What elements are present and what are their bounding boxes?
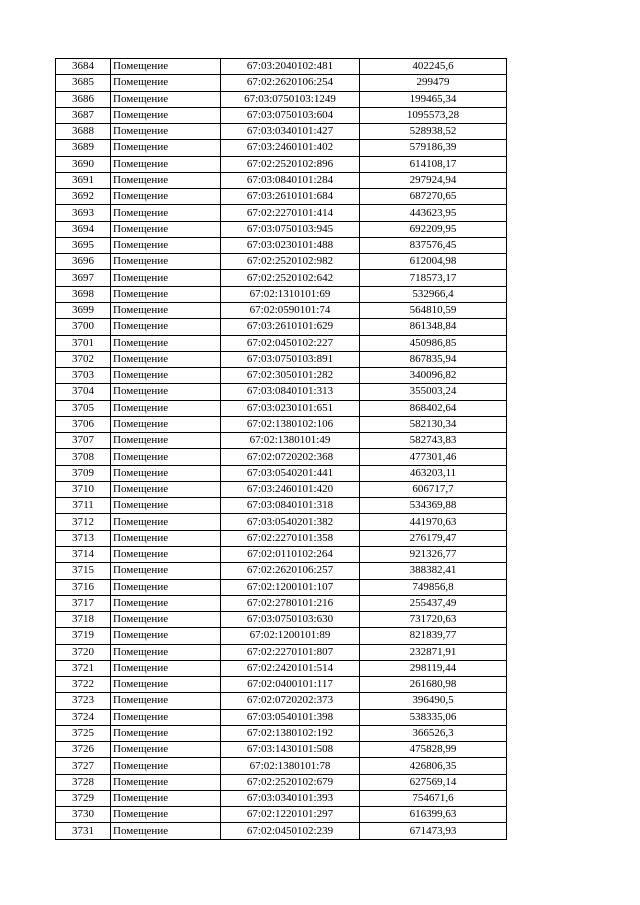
object-type-cell: Помещение bbox=[111, 172, 221, 188]
row-number-cell: 3712 bbox=[56, 514, 111, 530]
object-type-cell: Помещение bbox=[111, 693, 221, 709]
object-type-cell: Помещение bbox=[111, 221, 221, 237]
value-cell: 671473,93 bbox=[360, 823, 507, 839]
object-type-cell: Помещение bbox=[111, 189, 221, 205]
value-cell: 754671,6 bbox=[360, 790, 507, 806]
row-number-cell: 3709 bbox=[56, 465, 111, 481]
table-row bbox=[56, 140, 507, 156]
table-row bbox=[56, 156, 507, 172]
row-number-cell: 3698 bbox=[56, 286, 111, 302]
table-row bbox=[56, 172, 507, 188]
object-type-cell: Помещение bbox=[111, 384, 221, 400]
table-row bbox=[56, 709, 507, 725]
value-cell: 731720,63 bbox=[360, 612, 507, 628]
value-cell: 868402,64 bbox=[360, 400, 507, 416]
value-cell: 616399,63 bbox=[360, 807, 507, 823]
value-cell: 867835,94 bbox=[360, 351, 507, 367]
value-cell: 718573,17 bbox=[360, 270, 507, 286]
value-cell: 297924,94 bbox=[360, 172, 507, 188]
table-row bbox=[56, 449, 507, 465]
row-number-cell: 3716 bbox=[56, 579, 111, 595]
object-type-cell: Помещение bbox=[111, 335, 221, 351]
row-number-cell: 3700 bbox=[56, 319, 111, 335]
cadastral-number-cell: 67:03:0840101:284 bbox=[221, 172, 360, 188]
cadastral-number-cell: 67:03:0840101:313 bbox=[221, 384, 360, 400]
row-number-cell: 3697 bbox=[56, 270, 111, 286]
cadastral-number-cell: 67:03:0840101:318 bbox=[221, 498, 360, 514]
table-row bbox=[56, 514, 507, 530]
value-cell: 475828,99 bbox=[360, 742, 507, 758]
row-number-cell: 3722 bbox=[56, 677, 111, 693]
cadastral-number-cell: 67:02:2780101:216 bbox=[221, 595, 360, 611]
cadastral-number-cell: 67:03:0540101:398 bbox=[221, 709, 360, 725]
object-type-cell: Помещение bbox=[111, 140, 221, 156]
table-row bbox=[56, 628, 507, 644]
table-row bbox=[56, 384, 507, 400]
cadastral-number-cell: 67:02:0590101:74 bbox=[221, 302, 360, 318]
cadastral-number-cell: 67:02:2270101:807 bbox=[221, 644, 360, 660]
object-type-cell: Помещение bbox=[111, 205, 221, 221]
object-type-cell: Помещение bbox=[111, 579, 221, 595]
value-cell: 1095573,28 bbox=[360, 107, 507, 123]
row-number-cell: 3729 bbox=[56, 790, 111, 806]
row-number-cell: 3731 bbox=[56, 823, 111, 839]
value-cell: 355003,24 bbox=[360, 384, 507, 400]
object-type-cell: Помещение bbox=[111, 530, 221, 546]
cadastral-number-cell: 67:03:0750103:945 bbox=[221, 221, 360, 237]
document-page bbox=[55, 58, 506, 840]
cadastral-number-cell: 67:02:0720202:368 bbox=[221, 449, 360, 465]
row-number-cell: 3707 bbox=[56, 433, 111, 449]
table-row bbox=[56, 465, 507, 481]
cadastral-number-cell: 67:03:2040102:481 bbox=[221, 59, 360, 75]
table-row bbox=[56, 823, 507, 839]
value-cell: 564810,59 bbox=[360, 302, 507, 318]
value-cell: 582743,83 bbox=[360, 433, 507, 449]
object-type-cell: Помещение bbox=[111, 514, 221, 530]
row-number-cell: 3728 bbox=[56, 774, 111, 790]
cadastral-number-cell: 67:03:0750103:604 bbox=[221, 107, 360, 123]
row-number-cell: 3723 bbox=[56, 693, 111, 709]
object-type-cell: Помещение bbox=[111, 75, 221, 91]
object-type-cell: Помещение bbox=[111, 449, 221, 465]
table-row bbox=[56, 107, 507, 123]
object-type-cell: Помещение bbox=[111, 416, 221, 432]
object-type-cell: Помещение bbox=[111, 302, 221, 318]
value-cell: 821839,77 bbox=[360, 628, 507, 644]
cadastral-number-cell: 67:02:2270101:358 bbox=[221, 530, 360, 546]
cadastral-number-cell: 67:02:2520102:982 bbox=[221, 254, 360, 270]
table-row bbox=[56, 400, 507, 416]
object-type-cell: Помещение bbox=[111, 481, 221, 497]
object-type-cell: Помещение bbox=[111, 758, 221, 774]
table-row bbox=[56, 660, 507, 676]
row-number-cell: 3715 bbox=[56, 563, 111, 579]
row-number-cell: 3689 bbox=[56, 140, 111, 156]
object-type-cell: Помещение bbox=[111, 237, 221, 253]
row-number-cell: 3703 bbox=[56, 368, 111, 384]
cadastral-number-cell: 67:02:2520102:896 bbox=[221, 156, 360, 172]
table-row bbox=[56, 790, 507, 806]
object-type-cell: Помещение bbox=[111, 546, 221, 562]
table-row bbox=[56, 368, 507, 384]
object-type-cell: Помещение bbox=[111, 595, 221, 611]
row-number-cell: 3687 bbox=[56, 107, 111, 123]
table-row bbox=[56, 563, 507, 579]
row-number-cell: 3701 bbox=[56, 335, 111, 351]
object-type-cell: Помещение bbox=[111, 351, 221, 367]
object-type-cell: Помещение bbox=[111, 823, 221, 839]
object-type-cell: Помещение bbox=[111, 644, 221, 660]
cadastral-number-cell: 67:03:0750103:891 bbox=[221, 351, 360, 367]
row-number-cell: 3718 bbox=[56, 612, 111, 628]
table-row bbox=[56, 742, 507, 758]
table-row bbox=[56, 221, 507, 237]
cadastral-number-cell: 67:03:0750103:1249 bbox=[221, 91, 360, 107]
value-cell: 687270,65 bbox=[360, 189, 507, 205]
table-row bbox=[56, 189, 507, 205]
object-type-cell: Помещение bbox=[111, 790, 221, 806]
row-number-cell: 3685 bbox=[56, 75, 111, 91]
row-number-cell: 3721 bbox=[56, 660, 111, 676]
cadastral-number-cell: 67:02:1220101:297 bbox=[221, 807, 360, 823]
cadastral-number-cell: 67:02:2520102:679 bbox=[221, 774, 360, 790]
table-row bbox=[56, 416, 507, 432]
row-number-cell: 3725 bbox=[56, 725, 111, 741]
object-type-cell: Помещение bbox=[111, 660, 221, 676]
object-type-cell: Помещение bbox=[111, 563, 221, 579]
value-cell: 579186,39 bbox=[360, 140, 507, 156]
object-type-cell: Помещение bbox=[111, 433, 221, 449]
value-cell: 426806,35 bbox=[360, 758, 507, 774]
row-number-cell: 3730 bbox=[56, 807, 111, 823]
value-cell: 366526,3 bbox=[360, 725, 507, 741]
object-type-cell: Помещение bbox=[111, 628, 221, 644]
value-cell: 232871,91 bbox=[360, 644, 507, 660]
value-cell: 612004,98 bbox=[360, 254, 507, 270]
value-cell: 528938,52 bbox=[360, 124, 507, 140]
row-number-cell: 3702 bbox=[56, 351, 111, 367]
table-row bbox=[56, 124, 507, 140]
cadastral-number-cell: 67:02:1200101:107 bbox=[221, 579, 360, 595]
object-type-cell: Помещение bbox=[111, 498, 221, 514]
cadastral-number-cell: 67:02:0450102:239 bbox=[221, 823, 360, 839]
object-type-cell: Помещение bbox=[111, 270, 221, 286]
row-number-cell: 3724 bbox=[56, 709, 111, 725]
object-type-cell: Помещение bbox=[111, 156, 221, 172]
row-number-cell: 3705 bbox=[56, 400, 111, 416]
value-cell: 538335,06 bbox=[360, 709, 507, 725]
cadastral-number-cell: 67:03:2460101:402 bbox=[221, 140, 360, 156]
table-row bbox=[56, 75, 507, 91]
row-number-cell: 3713 bbox=[56, 530, 111, 546]
cadastral-number-cell: 67:02:0110102:264 bbox=[221, 546, 360, 562]
cadastral-number-cell: 67:02:3050101:282 bbox=[221, 368, 360, 384]
cadastral-number-cell: 67:03:0230101:488 bbox=[221, 237, 360, 253]
value-cell: 450986,85 bbox=[360, 335, 507, 351]
table-row bbox=[56, 91, 507, 107]
table-row bbox=[56, 725, 507, 741]
object-type-cell: Помещение bbox=[111, 465, 221, 481]
cadastral-number-cell: 67:03:0750103:630 bbox=[221, 612, 360, 628]
object-type-cell: Помещение bbox=[111, 319, 221, 335]
table-row bbox=[56, 335, 507, 351]
value-cell: 921326,77 bbox=[360, 546, 507, 562]
row-number-cell: 3711 bbox=[56, 498, 111, 514]
table-body bbox=[56, 59, 507, 840]
table-row bbox=[56, 693, 507, 709]
cadastral-number-cell: 67:03:0340101:427 bbox=[221, 124, 360, 140]
table-row bbox=[56, 254, 507, 270]
object-type-cell: Помещение bbox=[111, 677, 221, 693]
object-type-cell: Помещение bbox=[111, 91, 221, 107]
cadastral-number-cell: 67:02:1380102:192 bbox=[221, 725, 360, 741]
row-number-cell: 3706 bbox=[56, 416, 111, 432]
cadastral-number-cell: 67:03:0230101:651 bbox=[221, 400, 360, 416]
cadastral-number-cell: 67:02:2420101:514 bbox=[221, 660, 360, 676]
table-row bbox=[56, 546, 507, 562]
object-type-cell: Помещение bbox=[111, 59, 221, 75]
object-type-cell: Помещение bbox=[111, 254, 221, 270]
cadastral-number-cell: 67:03:1430101:508 bbox=[221, 742, 360, 758]
value-cell: 614108,17 bbox=[360, 156, 507, 172]
value-cell: 532966,4 bbox=[360, 286, 507, 302]
row-number-cell: 3696 bbox=[56, 254, 111, 270]
object-type-cell: Помещение bbox=[111, 368, 221, 384]
row-number-cell: 3726 bbox=[56, 742, 111, 758]
cadastral-number-cell: 67:02:1380101:49 bbox=[221, 433, 360, 449]
cadastral-number-cell: 67:02:2270101:414 bbox=[221, 205, 360, 221]
table-row bbox=[56, 433, 507, 449]
cadastral-number-cell: 67:02:0720202:373 bbox=[221, 693, 360, 709]
object-type-cell: Помещение bbox=[111, 742, 221, 758]
cadastral-number-cell: 67:02:1380102:106 bbox=[221, 416, 360, 432]
object-type-cell: Помещение bbox=[111, 107, 221, 123]
table-row bbox=[56, 351, 507, 367]
row-number-cell: 3727 bbox=[56, 758, 111, 774]
row-number-cell: 3720 bbox=[56, 644, 111, 660]
value-cell: 441970,63 bbox=[360, 514, 507, 530]
value-cell: 627569,14 bbox=[360, 774, 507, 790]
value-cell: 861348,84 bbox=[360, 319, 507, 335]
row-number-cell: 3684 bbox=[56, 59, 111, 75]
table-row bbox=[56, 595, 507, 611]
row-number-cell: 3695 bbox=[56, 237, 111, 253]
table-row bbox=[56, 530, 507, 546]
table-row bbox=[56, 677, 507, 693]
value-cell: 261680,98 bbox=[360, 677, 507, 693]
value-cell: 749856,8 bbox=[360, 579, 507, 595]
table-row bbox=[56, 481, 507, 497]
value-cell: 388382,41 bbox=[360, 563, 507, 579]
value-cell: 402245,6 bbox=[360, 59, 507, 75]
value-cell: 692209,95 bbox=[360, 221, 507, 237]
object-type-cell: Помещение bbox=[111, 286, 221, 302]
cadastral-number-cell: 67:03:2460101:420 bbox=[221, 481, 360, 497]
value-cell: 582130,34 bbox=[360, 416, 507, 432]
row-number-cell: 3694 bbox=[56, 221, 111, 237]
table-row bbox=[56, 579, 507, 595]
object-type-cell: Помещение bbox=[111, 725, 221, 741]
row-number-cell: 3699 bbox=[56, 302, 111, 318]
value-cell: 396490,5 bbox=[360, 693, 507, 709]
row-number-cell: 3717 bbox=[56, 595, 111, 611]
table-row bbox=[56, 286, 507, 302]
table-row bbox=[56, 237, 507, 253]
table-row bbox=[56, 644, 507, 660]
table-row bbox=[56, 612, 507, 628]
row-number-cell: 3704 bbox=[56, 384, 111, 400]
value-cell: 534369,88 bbox=[360, 498, 507, 514]
table-row bbox=[56, 498, 507, 514]
cadastral-number-cell: 67:03:2610101:684 bbox=[221, 189, 360, 205]
table-row bbox=[56, 302, 507, 318]
table-row bbox=[56, 758, 507, 774]
value-cell: 463203,11 bbox=[360, 465, 507, 481]
cadastral-number-cell: 67:02:1310101:69 bbox=[221, 286, 360, 302]
row-number-cell: 3686 bbox=[56, 91, 111, 107]
object-type-cell: Помещение bbox=[111, 807, 221, 823]
table-row bbox=[56, 270, 507, 286]
cadastral-number-cell: 67:02:2520102:642 bbox=[221, 270, 360, 286]
value-cell: 606717,7 bbox=[360, 481, 507, 497]
row-number-cell: 3693 bbox=[56, 205, 111, 221]
object-type-cell: Помещение bbox=[111, 400, 221, 416]
table-row bbox=[56, 774, 507, 790]
value-cell: 276179,47 bbox=[360, 530, 507, 546]
row-number-cell: 3710 bbox=[56, 481, 111, 497]
value-cell: 477301,46 bbox=[360, 449, 507, 465]
value-cell: 340096,82 bbox=[360, 368, 507, 384]
cadastral-number-cell: 67:02:0400101:117 bbox=[221, 677, 360, 693]
cadastral-number-cell: 67:03:0540201:441 bbox=[221, 465, 360, 481]
row-number-cell: 3719 bbox=[56, 628, 111, 644]
row-number-cell: 3688 bbox=[56, 124, 111, 140]
row-number-cell: 3691 bbox=[56, 172, 111, 188]
cadastral-number-cell: 67:02:2620106:257 bbox=[221, 563, 360, 579]
row-number-cell: 3692 bbox=[56, 189, 111, 205]
table-row bbox=[56, 205, 507, 221]
table-row bbox=[56, 59, 507, 75]
value-cell: 837576,45 bbox=[360, 237, 507, 253]
cadastral-number-cell: 67:03:0340101:393 bbox=[221, 790, 360, 806]
property-table bbox=[55, 58, 507, 840]
row-number-cell: 3708 bbox=[56, 449, 111, 465]
object-type-cell: Помещение bbox=[111, 709, 221, 725]
row-number-cell: 3714 bbox=[56, 546, 111, 562]
table-row bbox=[56, 807, 507, 823]
cadastral-number-cell: 67:02:1380101:78 bbox=[221, 758, 360, 774]
cadastral-number-cell: 67:02:2620106:254 bbox=[221, 75, 360, 91]
cadastral-number-cell: 67:03:0540201:382 bbox=[221, 514, 360, 530]
value-cell: 255437,49 bbox=[360, 595, 507, 611]
cadastral-number-cell: 67:03:2610101:629 bbox=[221, 319, 360, 335]
object-type-cell: Помещение bbox=[111, 774, 221, 790]
object-type-cell: Помещение bbox=[111, 124, 221, 140]
value-cell: 443623,95 bbox=[360, 205, 507, 221]
cadastral-number-cell: 67:02:0450102:227 bbox=[221, 335, 360, 351]
value-cell: 199465,34 bbox=[360, 91, 507, 107]
cadastral-number-cell: 67:02:1200101:89 bbox=[221, 628, 360, 644]
value-cell: 298119,44 bbox=[360, 660, 507, 676]
object-type-cell: Помещение bbox=[111, 612, 221, 628]
table-row bbox=[56, 319, 507, 335]
row-number-cell: 3690 bbox=[56, 156, 111, 172]
value-cell: 299479 bbox=[360, 75, 507, 91]
